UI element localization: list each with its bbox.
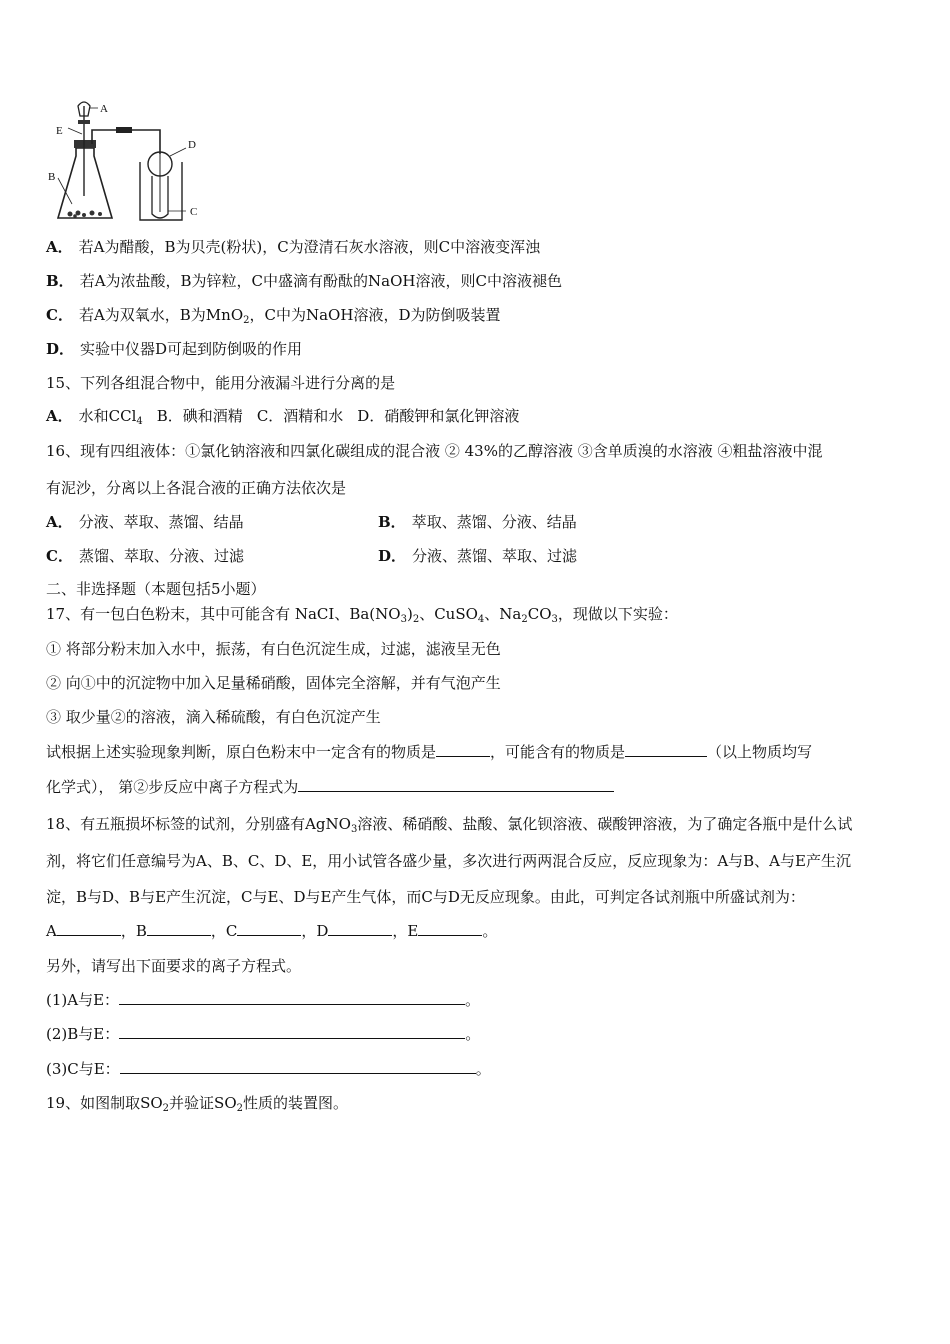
q17-ask-line2: 化学式）， 第②步反应中离子方程式为 [46,776,910,798]
label-a: A [100,103,108,115]
answer-blank[interactable] [57,921,121,936]
answer-blank[interactable] [237,921,301,936]
label-d: D [188,139,196,151]
answer-blank[interactable] [120,1059,476,1074]
q18-line3: 淀，B与D、B与E产生沉淀，C与E、D与E产生气体，而C与D无反应现象。由此，可判定各试剂瓶中所盛试剂为： [46,888,805,906]
q18-eq2: (2)B与E： 。 [46,1025,481,1043]
answer-blank[interactable] [418,921,482,936]
solid-particles [68,211,103,218]
answer-blank[interactable] [298,777,614,792]
q17-step2: ② 向①中的沉淀物中加入足量稀硝酸，固体完全溶解，并有气泡产生 [46,674,501,692]
stopcock [78,120,90,124]
answer-blank[interactable] [119,1024,465,1039]
label-c: C [190,206,198,218]
q17-step1: ① 将部分粉末加入水中，振荡，有白色沉淀生成，过滤，滤液呈无色 [46,640,501,658]
apparatus-figure [48,96,218,226]
q16-stem-line1: 16、现有四组液体：①氯化钠溶液和四氯化碳组成的混合液 ② 43%的乙醇溶液 ③含单质溴的水溶液 ④粗盐溶液中混 [46,442,823,460]
q14-option-a: A． 若A为醋酸，B为贝壳(粉状)，C为澄清石灰水溶液，则C中溶液变浑浊 [46,238,541,256]
q14-option-b: B． 若A为浓盐酸，B为锌粒，C中盛滴有酚酞的NaOH溶液，则C中溶液褪色 [46,272,562,290]
answer-blank[interactable] [147,921,211,936]
q18-eq1: (1)A与E： 。 [46,991,481,1009]
q17-stem: 17、有一包白色粉末，其中可能含有 NaCI、$Ba(NO_3)_2$、CuSO$_4$、$Na_2CO_3$，现做以下实验： [46,605,678,625]
q14-option-d: D． 实验中仪器D可起到防倒吸的作用 [46,340,303,358]
q15-options: A． 水和CCl$_4$ B．碘和酒精 C．酒精和水 D．硝酸钾和氯化钾溶液 [46,407,520,427]
q18-also: 另外，请写出下面要求的离子方程式。 [46,957,302,975]
q19-stem: 19、如图制取$SO_2$并验证$SO_2$性质的装置图。 [46,1094,349,1114]
label-b: B [48,171,56,183]
answer-blank[interactable] [119,990,465,1005]
answer-blank[interactable] [625,742,707,757]
q18-blanks: A ，B ，C ，D ，E 。 [46,922,498,940]
q16-options-row2: C． 蒸馏、萃取、分液、过滤 D． 分液、蒸馏、萃取、过滤 [46,547,578,565]
q14-option-c: C． 若A为双氧水，B为MnO$_2$，C中为NaOH溶液，D为防倒吸装置 [46,306,501,326]
delivery-tube [92,130,160,154]
section2-title: 二、非选择题（本题包括5小题） [46,580,266,598]
q18-eq3: (3)C与E： 。 [46,1060,491,1078]
answer-blank[interactable] [436,742,490,757]
q16-options-row1: A． 分液、萃取、蒸馏、结晶 B． 萃取、蒸馏、分液、结晶 [46,513,577,531]
label-e: E [56,125,63,137]
q17-ask-line1: 试根据上述实验现象判断，原白色粉末中一定含有的物质是 ，可能含有的物质是 （以上物质均写 [46,743,813,761]
q18-line1: 18、有五瓶损坏标签的试剂，分别盛有AgNO$_3$溶液、稀硝酸、盐酸、氯化钡溶液、碳酸钾溶液，为了确定各瓶中是什么试 [46,815,853,835]
q16-stem-line2: 有泥沙，分离以上各混合液的正确方法依次是 [46,479,347,497]
q15-stem: 15、下列各组混合物中，能用分液漏斗进行分离的是 [46,374,396,392]
answer-blank[interactable] [328,921,392,936]
q18-line2: 剂，将它们任意编号为A、B、C、D、E，用小试管各盛少量，多次进行两两混合反应，反应现象为：A与B、A与E产生沉 [46,852,851,870]
flask-shape [58,148,112,218]
q17-step3: ③ 取少量②的溶液，滴入稀硫酸，有白色沉淀产生 [46,708,381,726]
